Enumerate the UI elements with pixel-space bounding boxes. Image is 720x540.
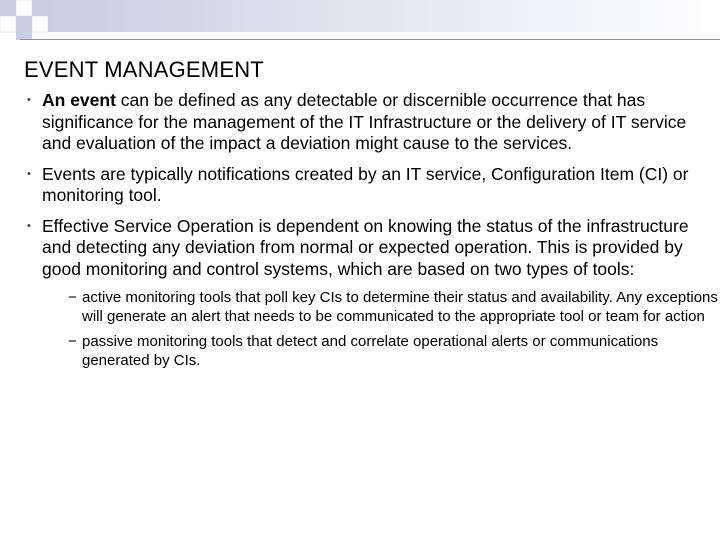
sub-item-text: active monitoring tools that poll key CIs to determine their status and availability. Any exceptions will generate an alert that needs to be communicated to the appropriate tool or team for action	[82, 289, 718, 325]
bullet-text: Effective Service Operation is dependent on knowing the status of the infrastructure and detecting any deviation from normal or expected operation. This is provided by good monitoring and control systems, which are based on two types of tools:	[42, 215, 689, 279]
slide-body	[27, 90, 718, 379]
slide-title: EVENT MANAGEMENT	[24, 57, 264, 82]
bullet-marker: •	[27, 94, 31, 106]
bullet-text: can be defined as any detectable or discernible occurrence that has significance for the management of the IT Infrastructure or the delivery of IT service and evaluation of the impact a deviation might cause to the services.	[42, 90, 687, 153]
bullet-marker: •	[27, 167, 31, 180]
bullet-bold-term: An event	[42, 90, 116, 110]
bullet-event-notifications	[27, 164, 707, 207]
bullet-text: Events are typically notifications created by an IT service, Configuration Item (CI) or monitoring tool.	[42, 163, 689, 205]
sub-item-text: passive monitoring tools that detect and correlate operational alerts or communications generated by CIs.	[82, 333, 659, 369]
sub-item-passive-monitoring	[68, 332, 718, 370]
sub-item-active-monitoring	[68, 288, 718, 326]
bullet-service-operation	[27, 215, 718, 371]
header-divider	[20, 39, 720, 40]
sub-bullet-marker: −	[68, 333, 77, 350]
header-decoration	[0, 0, 720, 44]
sub-list	[68, 288, 718, 370]
bullet-event-definition	[27, 90, 707, 155]
bullet-marker: •	[27, 219, 31, 232]
sub-bullet-marker: −	[68, 289, 77, 306]
decorative-squares-graphic	[0, 0, 720, 44]
